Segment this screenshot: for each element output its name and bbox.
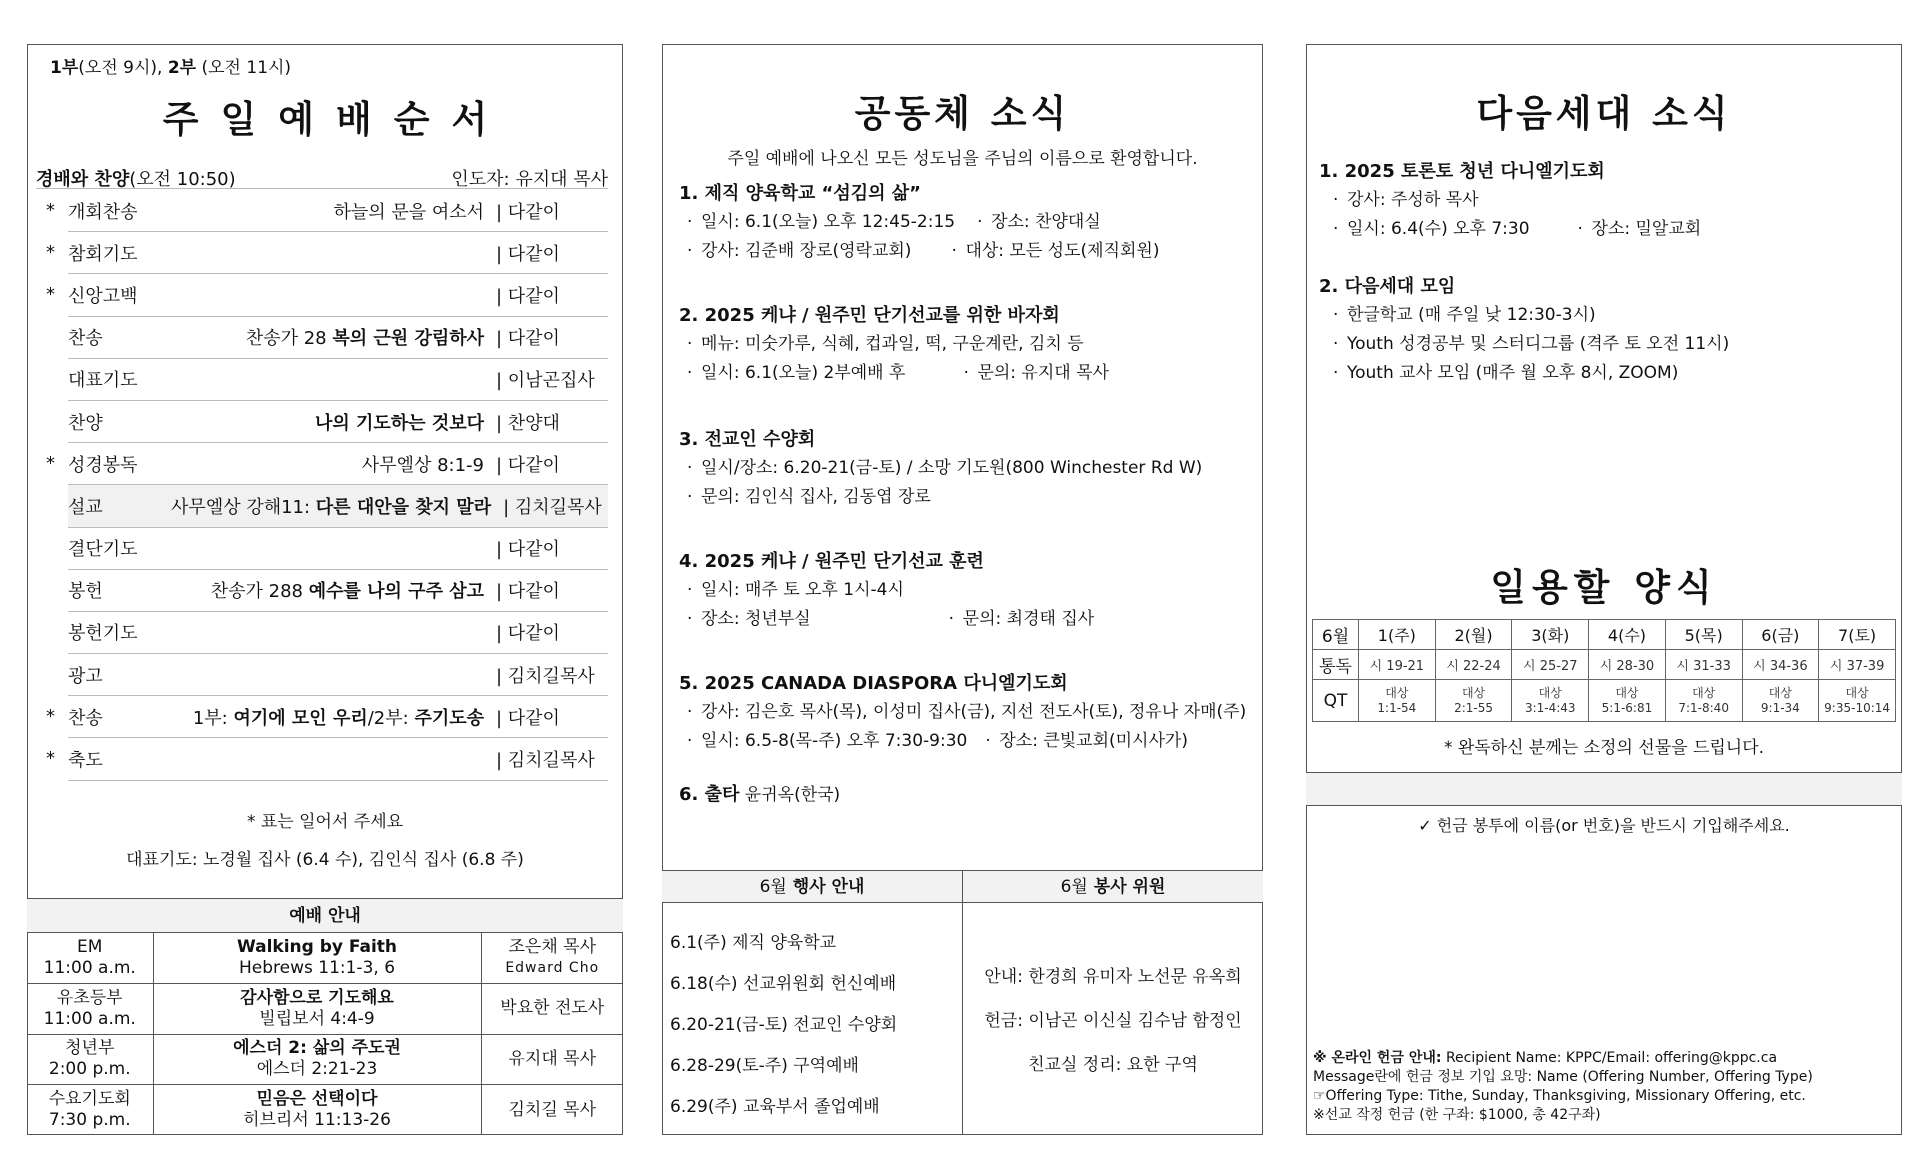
order-item-leader: | 김치길목사 [496,750,595,772]
community-title: 공동체 소식 [854,92,1071,135]
service-pastor: 유지대 목사 [481,1034,623,1085]
order-row [68,654,608,696]
service-sermon: 믿음은 선택이다 히브리서 11:13-26 [153,1085,481,1136]
qt-ref: 대상 3:1-4:43 [1512,680,1589,722]
order-item-leader: | 다같이 [496,539,560,561]
staff-item: 헌금: 이남곤 이신실 김수남 함정인 [984,1011,1242,1031]
news-heading: 2. 다음세대 모임 [1319,276,1456,297]
order-item-name: 찬양 [68,412,103,434]
service-name: EM 11:00 a.m. [27,933,153,984]
order-row [68,359,608,401]
nextgen-title: 다음세대 소식 [1476,92,1732,135]
order-row-sermon [68,485,608,527]
service-row [27,984,623,1035]
qt-ref: 대상 5:1-6:81 [1589,680,1666,722]
event-item: 6.29(주) 교육부서 졸업예배 [670,1097,880,1117]
order-item-name: 축도 [68,750,103,772]
reading-qt-row [1313,680,1896,722]
news-heading: 5. 2025 CANADA DIASPORA 다니엘기도회 [679,673,1068,694]
first-service-label: 1부 [50,58,79,78]
order-item-name: 광고 [68,665,103,687]
praise-time: (오전 10:50) [129,169,236,190]
service-row [27,1034,623,1085]
nextgen-item-2: 2. 다음세대 모임 · 한글학교 (매 주일 낮 12:30-3시) · Youth 성경공부 및 스터디그룹 (격주 토 오전 11시) · Youth 교사 모임 (매주 월 오후 8시, ZOOM) [1319,272,1893,388]
tongdok-ref: 시 34-36 [1742,650,1819,680]
order-item-leader: | 이남곤집사 [496,370,595,392]
order-item-title: 사무엘상 8:1-9 [361,454,484,476]
online-offering-types: ☞Offering Type: Tithe, Sunday, Thanksgiving, Missionary Offering, etc. [1313,1088,1806,1104]
service-sermon: Walking by Faith Hebrews 11:1-3, 6 [153,933,481,984]
qt-label: QT [1313,680,1359,722]
staff-item: 안내: 한경희 유미자 노선문 유옥희 [984,967,1242,987]
second-service-label: 2부 [167,58,197,78]
staff-item: 친교실 정리: 요한 구역 [1028,1055,1198,1075]
order-row [68,317,608,359]
service-pastor: 조은채 목사 Edward Cho [481,933,623,984]
order-row [46,190,608,232]
qt-ref: 대상 1:1-54 [1359,680,1436,722]
order-item-name: 대표기도 [68,370,138,392]
online-offering-message: Message란에 헌금 정보 기입 요망: Name (Offering Number, Offering Type) [1313,1069,1813,1085]
reading-day: 6(금) [1742,620,1819,650]
order-row [46,443,608,485]
service-sermon: 에스더 2: 삶의 주도권 에스더 2:21-23 [153,1034,481,1085]
order-row [68,528,608,570]
order-item-title: 나의 기도하는 것보다 [314,412,484,434]
order-item-name: 성경봉독 [68,454,138,476]
order-item-title: 하늘의 문을 여소서 [333,201,484,223]
news-item-5: 5. 2025 CANADA DIASPORA 다니엘기도회 · 강사: 김은호 목사(목), 이성미 집사(금), 지선 전도사(토), 정유나 자매(주) · 일시: 6.5-8(목-주) 오후 7:30-9:30 · 장소: 큰빛교회(미시사가) [679,669,1254,756]
reading-table [1312,619,1896,722]
events-header: 6월 행사 안내 [662,871,962,903]
praise-label: 경배와 찬양 [36,169,130,190]
order-item-name: 참회기도 [68,243,138,265]
order-item-leader: | 다같이 [496,623,560,645]
service-pastor: 김치길 목사 [481,1085,623,1136]
tongdok-ref: 시 19-21 [1359,650,1436,680]
news-heading: 3. 전교인 수양회 [679,429,816,450]
order-item-leader: | 김치길목사 [503,496,602,518]
stand-marker: * [46,242,55,264]
daily-bread-title: 일용할 양식 [1490,566,1718,609]
tongdok-ref: 시 31-33 [1665,650,1742,680]
tongdok-ref: 시 37-39 [1819,650,1896,680]
service-name: 청년부 2:00 p.m. [27,1034,153,1085]
offering-note: ✓ 헌금 봉투에 이름(or 번호)을 반드시 기입해주세요. [1418,816,1790,835]
sermon-title: 사무엘상 강해11: 다른 대안을 찾지 말라 [171,496,492,518]
reading-days-row [1313,620,1896,650]
service-times [50,53,291,78]
order-item-leader: | 다같이 [496,285,560,307]
praise-leader: 인도자: 유지대 목사 [451,169,608,190]
news-item-6 [679,780,1254,810]
tongdok-ref: 시 28-30 [1589,650,1666,680]
welcome-message: 주일 예배에 나오신 모든 성도님을 주님의 이름으로 환영합니다. [727,149,1198,169]
event-item: 6.18(수) 선교위원회 헌신예배 [670,974,897,994]
service-pastor: 박요한 전도사 [481,984,623,1035]
order-item-leader: | 다같이 [496,201,560,223]
order-item-leader: | 다같이 [496,328,560,350]
representative-prayer: 대표기도: 노경월 집사 (6.4 수), 김인식 집사 (6.8 주) [126,850,524,870]
stand-marker: * [46,706,55,728]
tongdok-ref: 시 25-27 [1512,650,1589,680]
news-heading: 4. 2025 케냐 / 원주민 단기선교 훈련 [679,551,984,572]
order-item-title: 1부: 여기에 모인 우리/2부: 주기도송 [192,707,484,729]
service-sermon: 감사함으로 기도해요 빌립보서 4:4-9 [153,984,481,1035]
order-item-name: 설교 [68,496,103,518]
community-news-panel [662,44,1263,1135]
next-generation-panel [1306,44,1902,1135]
service-row [27,933,623,984]
reading-month: 6월 [1313,620,1359,650]
order-item-leader: | 찬양대 [496,412,560,434]
events-list [662,903,962,1128]
order-item-leader: | 김치길목사 [496,665,595,687]
reading-tongdok-row [1313,650,1896,680]
news-text: 윤귀옥(한국) [739,785,841,805]
order-item-name: 찬송 [68,707,103,729]
reading-day: 3(화) [1512,620,1589,650]
event-item: 6.1(주) 제직 양육학교 [670,933,837,953]
reading-day: 2(월) [1435,620,1512,650]
service-row [27,1085,623,1136]
online-offering-label: ※ 온라인 헌금 안내: [1313,1050,1442,1066]
order-item-title: 찬송가 288 예수를 나의 구주 삼고 [210,581,484,603]
order-row [46,232,608,274]
order-row [46,738,608,780]
news-heading: 1. 제직 양육학교 “섬김의 삶” [679,183,921,204]
staff-column [962,871,1263,1135]
stand-marker: * [46,748,55,770]
online-offering-info [1313,1049,1895,1125]
staff-header: 6월 봉사 위원 [963,871,1263,903]
first-service-time: (오전 9시), [78,58,168,78]
event-item: 6.28-29(토-주) 구역예배 [670,1056,859,1076]
qt-ref: 대상 2:1-55 [1435,680,1512,722]
second-service-time: (오전 11시) [196,58,292,78]
staff-list [963,903,1263,1087]
order-item-name: 개회찬송 [68,201,138,223]
order-item-name: 찬송 [68,328,103,350]
news-heading: 2. 2025 케냐 / 원주민 단기선교를 위한 바자회 [679,305,1060,326]
order-item-name: 봉헌 [68,581,103,603]
order-item-name: 봉헌기도 [68,623,138,645]
mission-pledge: ※선교 작정 헌금 (한 구좌: $1000, 총 42구좌) [1313,1107,1601,1123]
events-column [662,871,962,1135]
stand-note: * 표는 일어서 주세요 [246,812,404,832]
order-row [68,570,608,612]
service-name: 유초등부 11:00 a.m. [27,984,153,1035]
stand-marker: * [46,200,55,221]
order-item-leader: | 다같이 [496,581,560,603]
order-item-leader: | 다같이 [496,243,560,265]
worship-title: 주일예배순서 [162,98,510,141]
event-item: 6.20-21(금-토) 전교인 수양회 [670,1015,898,1035]
order-item-leader: | 다같이 [496,454,560,476]
reading-day: 4(수) [1589,620,1666,650]
praise-header [36,165,608,189]
tongdok-label: 통독 [1313,650,1359,680]
tongdok-ref: 시 22-24 [1435,650,1512,680]
qt-ref: 대상 7:1-8:40 [1665,680,1742,722]
service-name: 수요기도회 7:30 p.m. [27,1085,153,1136]
news-item-4: 4. 2025 케냐 / 원주민 단기선교 훈련 · 일시: 매주 토 오후 1시-4시 · 장소: 청년부실 · 문의: 최경태 집사 [679,547,1254,634]
order-row [46,696,608,738]
order-row [46,274,608,316]
order-row [68,612,608,654]
order-row [68,401,608,443]
nextgen-item-1: 1. 2025 토론토 청년 다니엘기도회 · 강사: 주성하 목사 · 일시: 6.4(수) 오후 7:30 · 장소: 밀알교회 [1319,157,1893,244]
reading-day: 5(목) [1665,620,1742,650]
news-heading: 1. 2025 토론토 청년 다니엘기도회 [1319,161,1605,182]
order-item-title: 찬송가 28 복의 근원 강림하사 [245,328,484,350]
blank-divider [1306,772,1902,806]
worship-order-panel [27,44,623,1135]
stand-marker: * [46,284,55,306]
qt-ref: 대상 9:35-10:14 [1819,680,1896,722]
service-guide [27,898,623,1135]
order-item-leader: | 다같이 [496,707,560,729]
news-item-2: 2. 2025 케냐 / 원주민 단기선교를 위한 바자회 · 메뉴: 미숫가루, 식혜, 컵과일, 떡, 구운계란, 김치 등 · 일시: 6.1(오늘) 2부예배 후 · 문의: 유지대 목사 [679,301,1254,388]
order-item-name: 신앙고백 [68,285,138,307]
news-item-3: 3. 전교인 수양회 · 일시/장소: 6.20-21(금-토) / 소망 기도원(800 Winchester Rd W) · 문의: 김인식 집사, 김동엽 장로 [679,425,1254,512]
worship-order-list [36,190,608,781]
news-heading: 6. 출타 [679,784,740,805]
service-guide-header: 예배 안내 [27,899,623,933]
reading-note: * 완독하신 분께는 소정의 선물을 드립니다. [1443,738,1765,758]
news-item-1: 1. 제직 양육학교 “섬김의 삶” · 일시: 6.1(오늘) 오후 12:45-2:15 · 장소: 찬양대실 · 강사: 김준배 장로(영락교회) · 대상: 모든 성도(제직회원) [679,179,1254,266]
monthly-box [662,870,1263,1135]
service-table [27,933,623,1135]
qt-ref: 대상 9:1-34 [1742,680,1819,722]
stand-marker: * [46,453,55,475]
order-item-name: 결단기도 [68,539,138,561]
online-offering-recipient: Recipient Name: KPPC/Email: offering@kppc.ca [1441,1050,1778,1066]
reading-day: 1(주) [1359,620,1436,650]
reading-day: 7(토) [1819,620,1896,650]
